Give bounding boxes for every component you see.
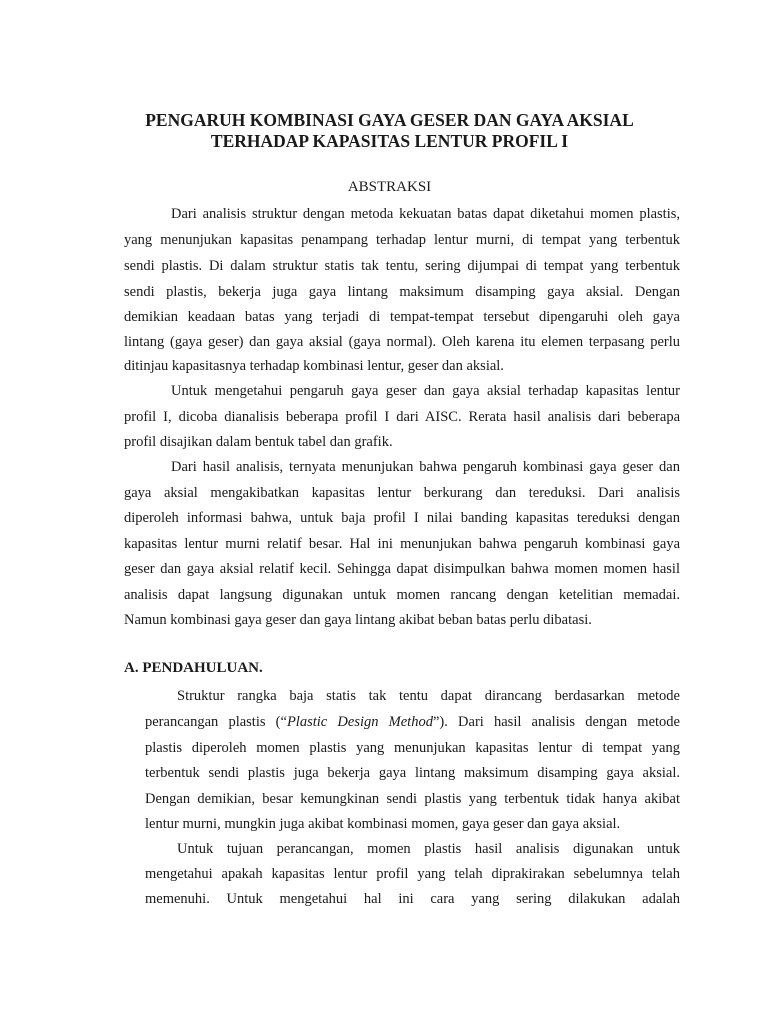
body-text-segment: ”). Dari hasil analisis dengan metode (432, 714, 680, 730)
title-line-2: TERHADAP KAPASITAS LENTUR PROFIL I (210, 131, 569, 151)
abstract-line: profil I, dicoba dianalisis beberapa profil I dari AISC. Rerata hasil analisis dari beberapa (124, 409, 680, 425)
abstract-line: sendi plastis. Di dalam struktur statis tak tentu, sering dijumpai di tempat yang terbentuk (124, 258, 680, 274)
page-title (124, 110, 655, 152)
abstract-line: lintang (gaya geser) dan gaya aksial (gaya normal). Oleh karena itu elemen terpasang perlu (124, 334, 680, 350)
abstract-line: Dari hasil analisis, ternyata menunjukan bahwa pengaruh kombinasi gaya geser dan (171, 459, 680, 475)
body-line: Dengan demikian, besar kemungkinan sendi plastis yang terbentuk tidak hanya akibat (145, 791, 680, 807)
abstract-heading: ABSTRAKSI (347, 179, 432, 195)
abstract-line: yang menunjukan kapasitas penampang terhadap lentur murni, di tempat yang terbentuk (124, 232, 680, 248)
abstract-line: Dari analisis struktur dengan metoda kekuatan batas dapat diketahui momen plastis, (171, 206, 680, 222)
body-line: Struktur rangka baja statis tak tentu dapat dirancang berdasarkan metode (177, 688, 680, 704)
body-line: memenuhi. Untuk mengetahui hal ini cara yang sering dilakukan adalah (145, 891, 680, 907)
abstract-line: sendi plastis, bekerja juga gaya lintang maksimum disamping gaya aksial. Dengan (124, 284, 680, 300)
body-line (145, 713, 680, 731)
body-line: plastis diperoleh momen plastis yang menunjukan kapasitas lentur di tempat yang (145, 740, 680, 756)
body-line: mengetahui apakah kapasitas lentur profil yang telah diprakirakan sebelumnya telah (145, 866, 680, 882)
abstract-line: demikian keadaan batas yang terjadi di tempat-tempat tersebut dipengaruhi oleh gaya (124, 309, 680, 325)
body-line: Untuk tujuan perancangan, momen plastis hasil analisis digunakan untuk (177, 841, 680, 857)
abstract-line: gaya aksial mengakibatkan kapasitas lentur berkurang dan tereduksi. Dari analisis (124, 485, 680, 501)
abstract-line: ditinjau kapasitasnya terhadap kombinasi lentur, geser dan aksial. (124, 358, 504, 374)
abstract-line: geser dan gaya aksial relatif kecil. Sehingga dapat disimpulkan bahwa momen momen hasil (124, 561, 680, 577)
abstract-line: kapasitas lentur murni relatif besar. Hal ini menunjukan bahwa pengaruh kombinasi gaya (124, 536, 680, 552)
abstract-line: Namun kombinasi gaya geser dan gaya lintang akibat beban batas perlu dibatasi. (124, 612, 592, 628)
section-heading: A. PENDAHULUAN. (124, 660, 263, 676)
abstract-line: Untuk mengetahui pengaruh gaya geser dan gaya aksial terhadap kapasitas lentur (171, 383, 680, 399)
abstract-line: diperoleh informasi bahwa, untuk baja profil I nilai banding kapasitas tereduksi dengan (124, 510, 680, 526)
body-line: lentur murni, mungkin juga akibat kombinasi momen, gaya geser dan gaya aksial. (145, 816, 621, 832)
title-line-1: PENGARUH KOMBINASI GAYA GESER DAN GAYA AKSIAL (145, 110, 634, 130)
body-text-segment: perancangan plastis (“ (145, 714, 287, 730)
abstract-line: analisis dapat langsung digunakan untuk momen rancang dengan ketelitian memadai. (124, 587, 680, 603)
italic-term: Plastic Design Method (286, 714, 433, 730)
body-line: terbentuk sendi plastis juga bekerja gaya lintang maksimum disamping gaya aksial. (145, 765, 680, 781)
abstract-line: profil disajikan dalam bentuk tabel dan grafik. (124, 434, 393, 450)
